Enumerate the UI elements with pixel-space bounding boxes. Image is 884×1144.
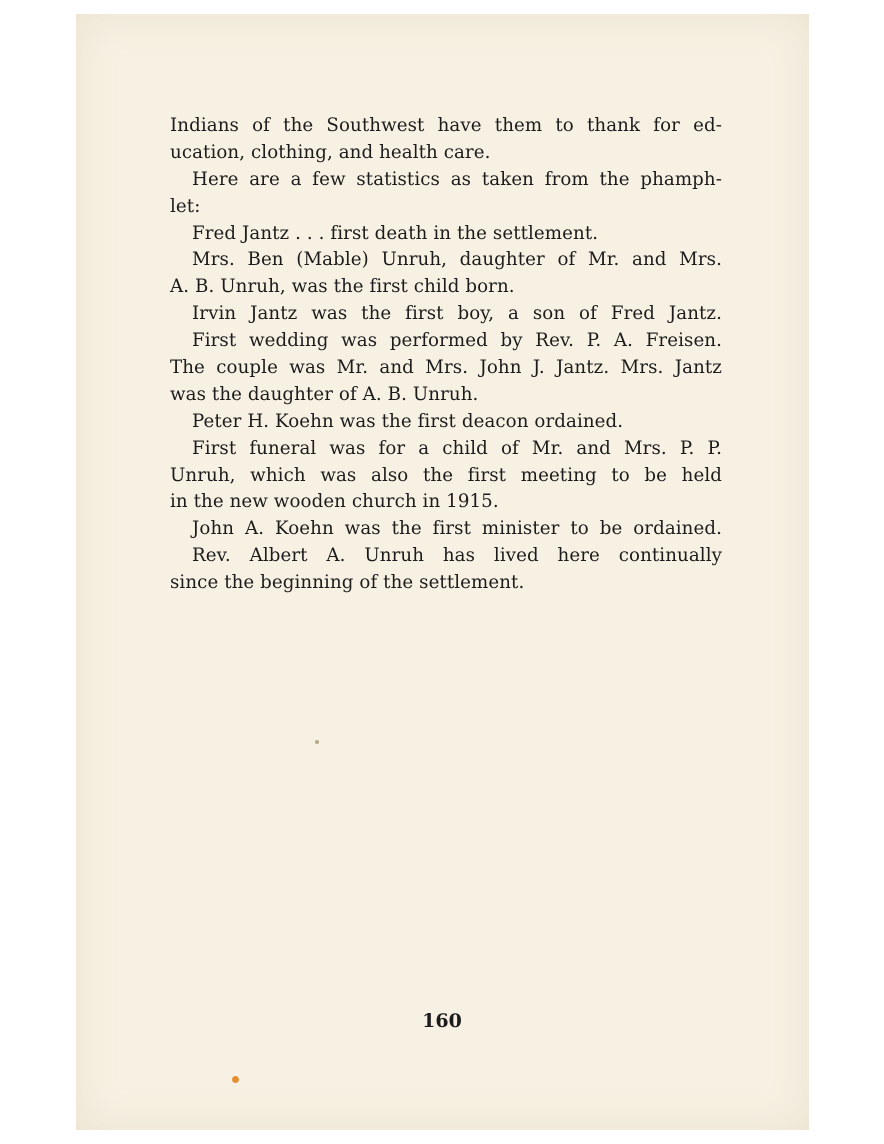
text-line: The couple was Mr. and Mrs. John J. Jantz. Mrs. Jantz [170, 357, 722, 379]
text-line: Fred Jantz . . . first death in the settlement. [192, 222, 599, 244]
text-line: was the daughter of A. B. Unruh. [170, 383, 479, 405]
text-line: Unruh, which was also the first meeting to be held [170, 464, 722, 486]
text-line: First wedding was performed by Rev. P. A. Freisen. [192, 330, 722, 352]
text-line: Mrs. Ben (Mable) Unruh, daughter of Mr. and Mrs. [192, 249, 722, 271]
text-line: Here are a few statistics as taken from the phamph- [192, 168, 722, 190]
text-line: let: [170, 195, 201, 217]
body-text [170, 113, 722, 597]
text-line: Rev. Albert A. Unruh has lived here continually [192, 545, 722, 567]
text-line: ucation, clothing, and health care. [170, 141, 491, 163]
paper-speck [232, 1076, 239, 1083]
text-line: since the beginning of the settlement. [170, 572, 525, 594]
text-line: John A. Koehn was the first minister to be ordained. [192, 518, 722, 540]
text-line: Peter H. Koehn was the first deacon ordained. [192, 410, 624, 432]
text-line: Irvin Jantz was the first boy, a son of Fred Jantz. [192, 303, 722, 325]
text-line: First funeral was for a child of Mr. and Mrs. P. P. [192, 437, 722, 459]
text-line: in the new wooden church in 1915. [170, 491, 499, 513]
text-line: A. B. Unruh, was the first child born. [170, 276, 515, 298]
paper-speck [315, 740, 319, 744]
text-line: Indians of the Southwest have them to thank for ed- [170, 115, 722, 136]
page-number: 160 [422, 1010, 462, 1032]
